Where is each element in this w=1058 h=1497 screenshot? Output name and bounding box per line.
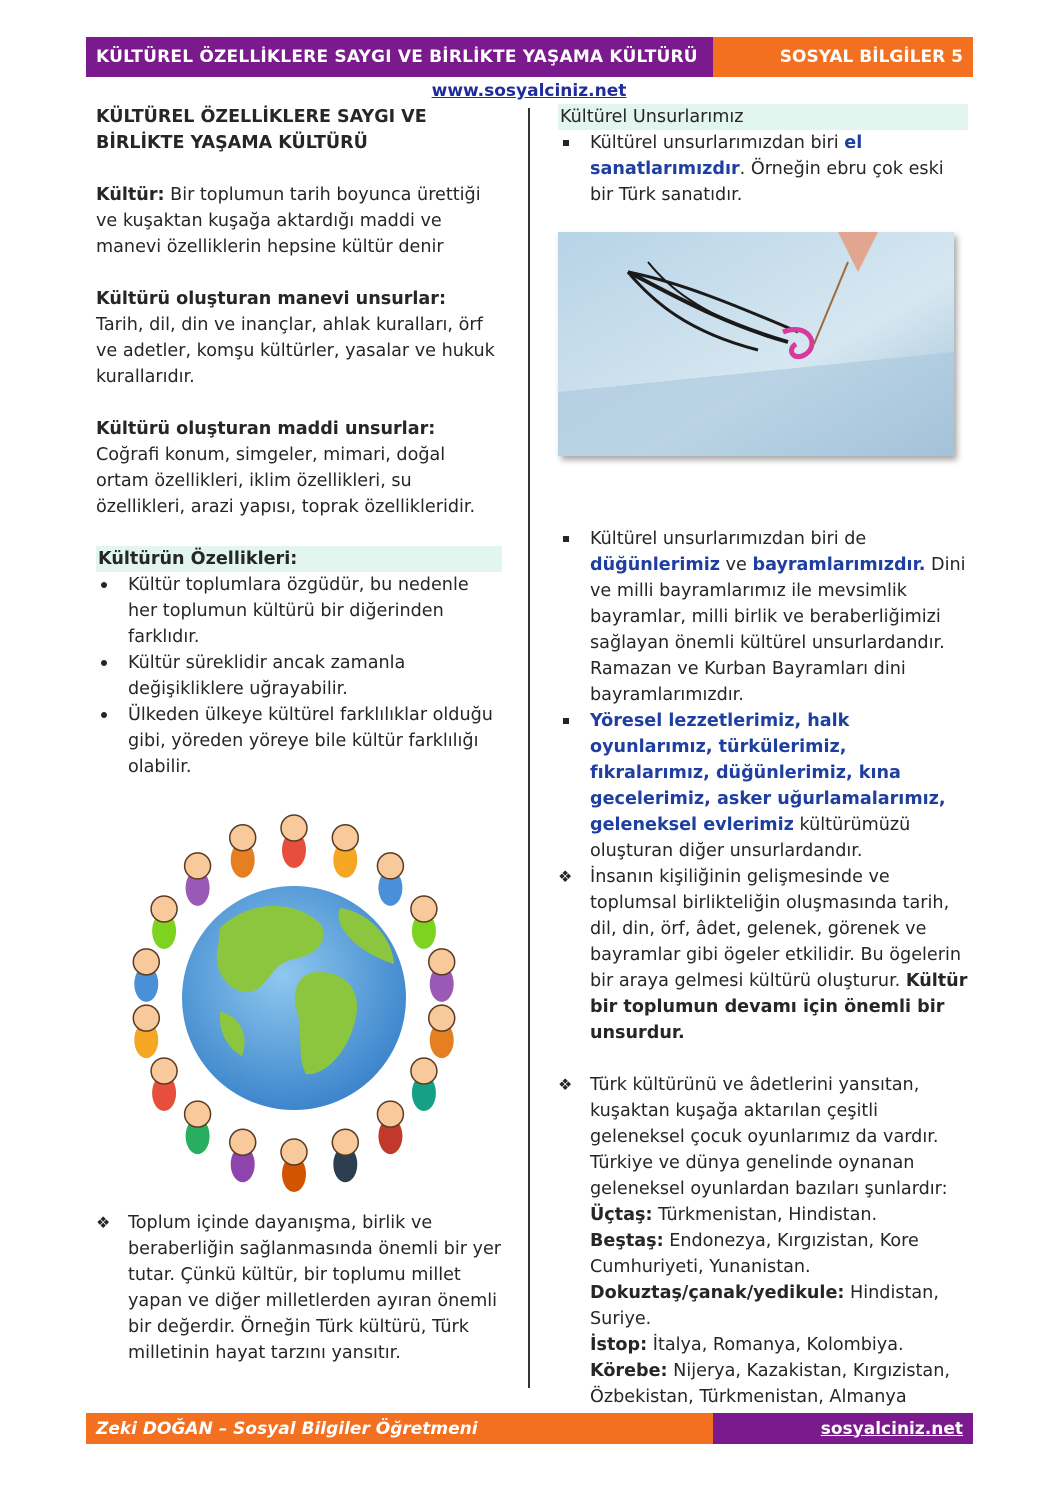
game-name: İstop: bbox=[590, 1335, 648, 1355]
square-bullet-icon bbox=[563, 718, 569, 724]
bullet-icon bbox=[101, 582, 107, 588]
culture-label: Kültür: bbox=[96, 185, 165, 205]
list-item: ❖ İnsanın kişiliğinin gelişmesinde ve toplumsal birlikteliğin oluşmasında tarih, dil, din, örf, âdet, gelenek, görenek ve bayramlar gibi ögeler etkilidir. Bu ögelerin bir araya gelmesi kültürü oluşturur. Kültür bir toplumun devamı için önemli bir unsurdur. bbox=[558, 864, 968, 1046]
right-column bbox=[558, 104, 968, 1410]
manevi-text: Tarih, dil, din ve inançlar, ahlak kuralları, örf ve adetler, komşu kültürler, yasalar ve hukuk kurallarıdır. bbox=[96, 315, 495, 387]
section-title: KÜLTÜREL ÖZELLİKLERE SAYGI VE BİRLİKTE YAŞAMA KÜLTÜRÜ bbox=[96, 107, 427, 153]
game-name: Körebe: bbox=[590, 1361, 668, 1381]
game-name: Üçtaş: bbox=[590, 1205, 653, 1225]
list-item: Yöresel lezzetlerimiz, halk oyunlarımız, türkülerimiz, fıkralarımız, düğünlerimiz, kına gecelerimiz, asker uğurlamalarımız, geleneksel evlerimiz kültürümüzü oluşturan diğer unsurlardandır. bbox=[558, 708, 968, 864]
maddi-text: Coğrafi konum, simgeler, mimari, doğal ortam özellikleri, iklim özellikleri, su özellikleri, arazi yapısı, toprak özellikleridir. bbox=[96, 445, 476, 517]
elements-list-1 bbox=[558, 130, 968, 208]
list-item: Kültür süreklidir ancak zamanla değişikliklere uğrayabilir. bbox=[96, 650, 502, 702]
diamond-bullet-icon: ❖ bbox=[558, 867, 573, 886]
ebru-art-image bbox=[558, 232, 954, 456]
manevi-heading: Kültürü oluşturan manevi unsurlar: bbox=[96, 289, 447, 309]
header-topic-title: KÜLTÜREL ÖZELLİKLERE SAYGI VE BİRLİKTE YAŞAMA KÜLTÜRÜ bbox=[86, 37, 713, 77]
header-subject-title: SOSYAL BİLGİLER 5 bbox=[713, 37, 973, 77]
diamond-bullet-icon: ❖ bbox=[96, 1213, 111, 1232]
closing-list bbox=[96, 1210, 502, 1366]
games-list bbox=[558, 1072, 968, 1410]
footer-bar bbox=[86, 1413, 973, 1444]
list-item: ❖ Toplum içinde dayanışma, birlik ve beraberliğin sağlanmasında önemli bir yer tutar. Çünkü kültür, bir toplumu millet yapan ve diğer milletlerden ayıran önemli bir değerdir. Örneğin Türk kültürü, Türk milletinin hayat tarzını yansıtır. bbox=[96, 1210, 502, 1366]
list-item: Kültürel unsurlarımızdan biri de düğünlerimiz ve bayramlarımızdır. Dini ve milli bayramlarımız ile mevsimlik bayramlar, milli birlik ve beraberliğimizi sağlayan önemli kültürel unsurlardandır. Ramazan ve Kurban Bayramları dini bayramlarımızdır. bbox=[558, 526, 968, 708]
elements-list-2 bbox=[558, 526, 968, 1046]
globe-children-image bbox=[100, 788, 488, 1196]
header-bar bbox=[86, 37, 973, 77]
square-bullet-icon bbox=[563, 536, 569, 542]
list-item: Kültür toplumlara özgüdür, bu nedenle her toplumun kültürü bir diğerinden farklıdır. bbox=[96, 572, 502, 650]
left-column bbox=[96, 104, 502, 1366]
site-link[interactable]: www.sosyalciniz.net bbox=[431, 81, 627, 101]
diamond-bullet-icon: ❖ bbox=[558, 1075, 573, 1094]
culture-definition bbox=[96, 182, 502, 260]
list-item: ❖ Türk kültürünü ve âdetlerini yansıtan, kuşaktan kuşağa aktarılan çeşitli geleneksel çocuk oyunlarımız da vardır. Türkiye ve dünya genelinde oynanan geleneksel oyunlardan bazıları şunlardır: Üçtaş: Türkmenistan, Hindistan. Beştaş: Endonezya, Kırgızistan, Kore Cumhuriyeti, Yunanistan. Dokuztaş/çanak/yedikule: Hindistan, Suriye. İstop: İtalya, Romanya, Kolombiya. Körebe: Nijerya, Kazakistan, Kırgızistan, Özbekistan, Türkmenistan, Almanya bbox=[558, 1072, 968, 1410]
footer-site-link[interactable] bbox=[713, 1413, 973, 1444]
cultural-elements-heading: Kültürel Unsurlarımız bbox=[558, 104, 968, 130]
list-item: Kültürel unsurlarımızdan biri el sanatlarımızdır. Örneğin ebru çok eski bir Türk sanatıdır. bbox=[558, 130, 968, 208]
game-name: Dokuztaş/çanak/yedikule: bbox=[590, 1283, 845, 1303]
maddi-heading: Kültürü oluşturan maddi unsurlar: bbox=[96, 419, 436, 439]
features-list bbox=[96, 572, 502, 780]
features-heading: Kültürün Özellikleri: bbox=[96, 546, 502, 572]
column-divider bbox=[528, 108, 530, 1388]
footer-author: Zeki DOĞAN – Sosyal Bilgiler Öğretmeni bbox=[86, 1413, 713, 1444]
list-item: Ülkeden ülkeye kültürel farklılıklar olduğu gibi, yöreden yöreye bile kültür farklılığı olabilir. bbox=[96, 702, 502, 780]
square-bullet-icon bbox=[563, 140, 569, 146]
game-name: Beştaş: bbox=[590, 1231, 664, 1251]
footer-link-text[interactable]: sosyalciniz.net bbox=[820, 1418, 963, 1439]
bullet-icon bbox=[101, 712, 107, 718]
bullet-icon bbox=[101, 660, 107, 666]
culture-text: Bir toplumun tarih boyunca ürettiği ve kuşaktan kuşağa aktardığı maddi ve manevi özelliklerin hepsine kültür denir bbox=[96, 185, 481, 257]
